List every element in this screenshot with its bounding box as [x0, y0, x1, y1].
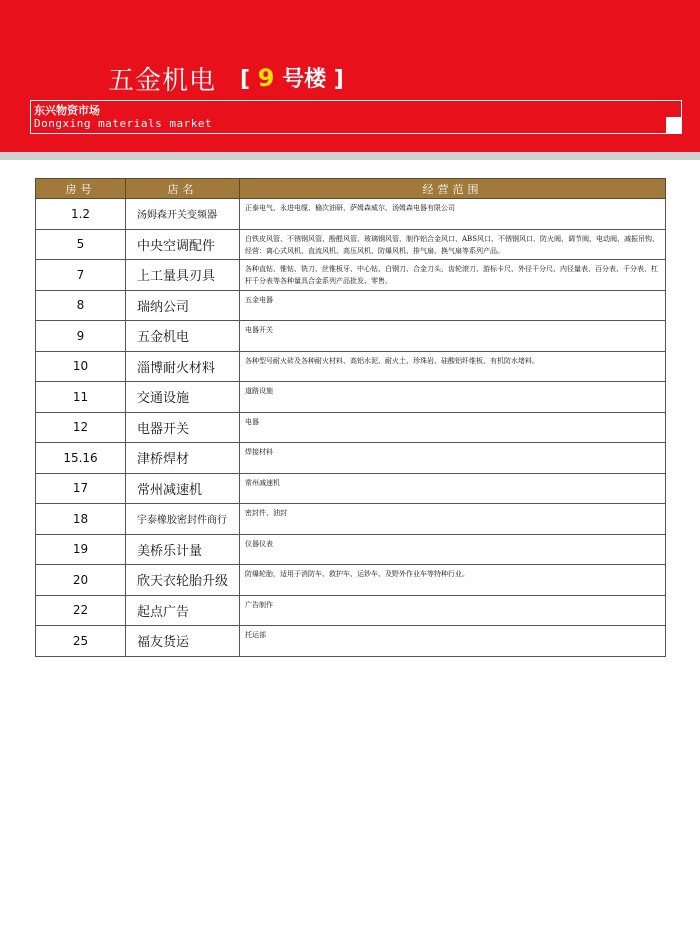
business-scope-cell: 道路设施 — [240, 382, 666, 413]
table-row — [36, 412, 666, 443]
building-number: 9 — [257, 64, 275, 92]
shop-name-cell: 欣天衣轮胎升级 — [126, 565, 240, 596]
business-scope-cell: 电器开关 — [240, 321, 666, 352]
business-scope-cell: 五金电器 — [240, 290, 666, 321]
subtitle-en: Dongxing materials market — [34, 117, 213, 130]
business-scope-cell: 仪器仪表 — [240, 534, 666, 565]
header-scope: 经营范围 — [240, 179, 666, 199]
table-row — [36, 443, 666, 474]
room-cell: 22 — [36, 595, 126, 626]
shop-name-cell: 美桥乐计量 — [126, 534, 240, 565]
bracket-open: [ — [240, 67, 251, 92]
shop-name-cell: 电器开关 — [126, 412, 240, 443]
business-scope-cell: 广告制作 — [240, 595, 666, 626]
room-cell: 10 — [36, 351, 126, 382]
table-row — [36, 504, 666, 535]
business-scope-cell: 各种直钻、锥钻、铣刀、丝锥板牙、中心钻、白钢刀、合金刀头、齿轮滚刀、游标卡尺、外径千分尺、内径量表、百分表、千分表、杠杆千分表等各种量具合金系列产品批发、零售。 — [240, 260, 666, 291]
header-shop: 店名 — [126, 179, 240, 199]
divider-band — [0, 152, 700, 160]
table-row — [36, 382, 666, 413]
table-row — [36, 321, 666, 352]
room-cell: 20 — [36, 565, 126, 596]
table-row — [36, 351, 666, 382]
shop-name-cell: 津桥焊材 — [126, 443, 240, 474]
table-row — [36, 473, 666, 504]
decorative-square — [666, 117, 682, 133]
shop-name-cell: 瑞纳公司 — [126, 290, 240, 321]
shop-name-cell: 五金机电 — [126, 321, 240, 352]
business-scope-cell: 电器 — [240, 412, 666, 443]
shop-name-cell: 起点广告 — [126, 595, 240, 626]
shop-name-cell: 交通设施 — [126, 382, 240, 413]
table-row — [36, 229, 666, 260]
room-cell: 19 — [36, 534, 126, 565]
bracket-close: ] — [333, 67, 344, 92]
business-scope-cell: 托运部 — [240, 626, 666, 657]
shop-name-cell: 上工量具刃具 — [126, 260, 240, 291]
room-cell: 8 — [36, 290, 126, 321]
room-cell: 5 — [36, 229, 126, 260]
room-cell: 18 — [36, 504, 126, 535]
room-cell: 9 — [36, 321, 126, 352]
directory-table — [35, 178, 666, 657]
business-scope-cell: 焊接材料 — [240, 443, 666, 474]
room-cell: 12 — [36, 412, 126, 443]
table-row — [36, 626, 666, 657]
room-cell: 1.2 — [36, 199, 126, 230]
room-cell: 11 — [36, 382, 126, 413]
business-scope-cell: 密封件、油封 — [240, 504, 666, 535]
building-label — [240, 62, 344, 93]
shop-name-cell: 常州减速机 — [126, 473, 240, 504]
table-header-row — [36, 179, 666, 199]
shop-name-cell: 宇泰橡胶密封件商行 — [126, 504, 240, 535]
shop-name-cell: 中央空调配件 — [126, 229, 240, 260]
table-row — [36, 565, 666, 596]
room-cell: 15.16 — [36, 443, 126, 474]
business-scope-cell: 白铁皮风管、不锈钢风管、酚醛风管、玻璃钢风管、制作铝合金风口、ABS风口、不锈钢风口、防火阀、调节阀、电动阀、减振吊钩、经营：离心式风机、直流风机、高压风机、防爆风机、排气扇、换气扇等系列产品。 — [240, 229, 666, 260]
room-cell: 25 — [36, 626, 126, 657]
table-row — [36, 534, 666, 565]
shop-name-cell: 福友货运 — [126, 626, 240, 657]
business-scope-cell: 常州减速机 — [240, 473, 666, 504]
room-cell: 7 — [36, 260, 126, 291]
shop-name-cell: 淄博耐火材料 — [126, 351, 240, 382]
room-cell: 17 — [36, 473, 126, 504]
business-scope-cell: 防爆轮胎，适用于消防车、救护车、运钞车、及野外作业车等特种行业。 — [240, 565, 666, 596]
table-row — [36, 290, 666, 321]
header-room: 房号 — [36, 179, 126, 199]
table-row — [36, 595, 666, 626]
table-row — [36, 199, 666, 230]
building-suffix: 号楼 — [282, 67, 327, 92]
table-row — [36, 260, 666, 291]
business-scope-cell: 各种型号耐火砖及各种耐火材料、高铝水泥、耐火土、珍珠岩、硅酸铝纤维板、有机防水堵料。 — [240, 351, 666, 382]
subtitle-cn: 东兴物资市场 — [34, 104, 100, 117]
page-title: 五金机电 — [108, 66, 217, 96]
business-scope-cell: 正泰电气、永进电缆、榆次油研、萨姆森威尔、汤姆森电器有限公司 — [240, 199, 666, 230]
shop-name-cell: 汤姆森开关变频器 — [126, 199, 240, 230]
